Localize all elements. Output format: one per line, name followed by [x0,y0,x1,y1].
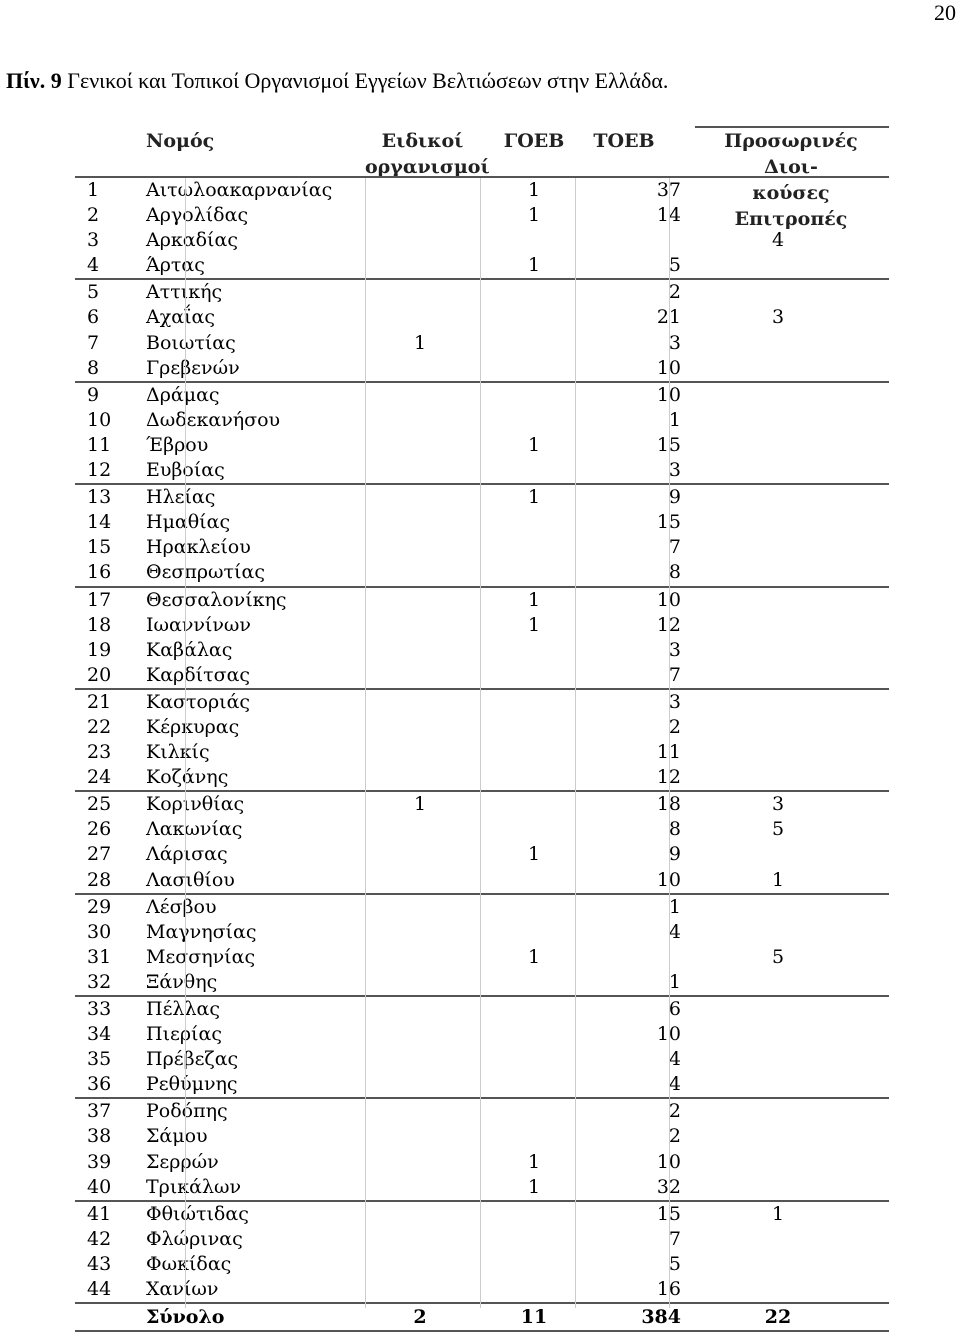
row-number: 24 [87,766,112,789]
row-number: 25 [87,793,112,816]
row-goeb: 1 [527,588,541,611]
row-nomos: Δράμας [146,383,220,406]
row-nomos: Λακωνίας [146,818,243,841]
row-number: 38 [87,1125,112,1148]
table-row [75,740,889,765]
row-nomos: Ηλείας [146,486,216,509]
row-number: 4 [87,254,100,277]
row-pros: 5 [771,818,785,841]
row-nomos: Αιτωλοακαρνανίας [146,179,333,201]
table-row [75,1252,889,1277]
row-number: 21 [87,690,112,713]
row-toeb: 10 [656,1150,681,1173]
table-row [75,228,889,253]
row-nomos: Αττικής [146,281,223,304]
row-number: 18 [87,613,112,636]
row-nomos: Έβρου [146,433,209,456]
table-row [75,868,889,895]
row-number: 27 [87,843,112,866]
row-nomos: Ρεθύμνης [146,1073,238,1096]
table-row [75,1022,889,1047]
row-toeb: 10 [656,356,681,379]
row-number: 13 [87,486,112,509]
row-nomos: Μεσσηνίας [146,945,256,968]
row-toeb: 15 [656,433,681,456]
row-toeb: 3 [668,638,681,661]
row-number: 40 [87,1175,112,1198]
row-nomos: Τρικάλων [146,1175,242,1198]
row-number: 9 [87,383,100,406]
row-nomos: Κοζάνης [146,766,229,789]
table-row [75,535,889,560]
row-goeb: 1 [527,486,541,509]
row-number: 33 [87,998,112,1020]
row-nomos: Ευβοίας [146,459,225,482]
row-nomos: Αχαΐας [146,306,215,329]
row-nomos: Δωδεκανήσου [146,408,281,431]
table-caption [6,68,668,94]
row-toeb: 4 [668,1073,681,1096]
table-row [75,1227,889,1252]
row-toeb: 7 [668,663,681,686]
table-row [75,178,889,203]
row-nomos: Θεσσαλονίκης [146,588,287,611]
row-nomos: Φωκίδας [146,1252,232,1275]
table-row [75,1277,889,1304]
row-nomos: Σερρών [146,1150,219,1173]
row-toeb: 10 [656,588,681,611]
row-nomos: Άρτας [146,254,205,277]
row-number: 37 [87,1100,112,1123]
table-row [75,1202,889,1227]
row-number: 5 [87,281,100,304]
row-toeb: 2 [668,281,681,304]
total-toeb: 384 [641,1306,681,1329]
row-number: 29 [87,895,112,918]
row-nomos: Σάμου [146,1125,208,1148]
row-number: 30 [87,920,112,943]
row-nomos: Καρδίτσας [146,663,251,686]
row-goeb: 1 [527,204,541,227]
row-toeb: 18 [656,793,681,816]
row-goeb: 1 [527,843,541,866]
row-toeb: 7 [668,1227,681,1250]
row-number: 7 [87,331,100,354]
table-row [75,842,889,867]
row-toeb: 9 [668,486,681,509]
row-goeb: 1 [527,254,541,277]
header-goeb: ΓΟΕΒ [503,130,565,152]
page-number: 20 [934,0,956,25]
row-number: 10 [87,408,112,431]
row-toeb: 1 [668,408,681,431]
table-row [75,280,889,305]
row-eidikoi: 1 [413,331,427,354]
row-nomos: Χανίων [146,1278,219,1301]
header-pros-line1: Προσωρινές Διοι- [724,130,858,178]
row-toeb: 15 [656,511,681,534]
table-row [75,485,889,510]
row-toeb: 4 [668,920,681,943]
row-toeb: 1 [668,895,681,918]
row-toeb: 32 [656,1175,681,1198]
header-eidikoi-line1: Ειδικοί [381,130,464,152]
table-row [75,792,889,817]
row-number: 8 [87,356,100,379]
table-row [75,1047,889,1072]
row-toeb: 2 [668,1125,681,1148]
row-goeb: 1 [527,179,541,201]
row-nomos: Αργολίδας [146,204,249,227]
table-row [75,253,889,280]
caption-label: Πίν. 9 [6,68,62,93]
table-row [75,638,889,663]
row-nomos: Λασιθίου [146,868,235,891]
row-number: 14 [87,511,112,534]
row-eidikoi: 1 [413,793,427,816]
row-nomos: Φλώρινας [146,1227,243,1250]
row-nomos: Πέλλας [146,998,220,1020]
table-row [75,383,889,408]
row-nomos: Αρκαδίας [146,229,238,252]
table-row [75,1072,889,1099]
table-row [75,510,889,535]
row-toeb: 3 [668,331,681,354]
row-toeb: 37 [656,179,681,201]
row-number: 28 [87,868,112,891]
row-number: 16 [87,561,112,584]
column-separator [669,178,670,1308]
table-body [75,178,889,1304]
row-nomos: Ροδόπης [146,1100,228,1123]
table-row [75,765,889,792]
table-row [75,560,889,587]
row-toeb: 4 [668,1048,681,1071]
total-pros: 22 [764,1306,792,1329]
row-nomos: Ημαθίας [146,511,231,534]
header-toeb: ΤΟΕΒ [593,130,655,152]
row-pros: 4 [771,229,785,252]
row-toeb: 6 [668,998,681,1020]
row-toeb: 7 [668,536,681,559]
row-toeb: 11 [656,741,681,764]
row-toeb: 1 [668,970,681,993]
row-pros: 1 [771,868,785,891]
table-row [75,997,889,1022]
row-toeb: 15 [656,1202,681,1225]
row-nomos: Κέρκυρας [146,715,240,738]
total-eidikoi: 2 [413,1306,427,1329]
table-row [75,920,889,945]
row-goeb: 1 [527,945,541,968]
row-pros: 3 [771,306,785,329]
table-row [75,356,889,383]
table-row [75,1124,889,1149]
header-eidikoi [365,128,490,180]
row-toeb: 10 [656,1023,681,1046]
row-number: 20 [87,663,112,686]
row-number: 39 [87,1150,112,1173]
header-eidikoi-line2: οργανισμοί [365,156,490,178]
row-number: 6 [87,306,100,329]
row-number: 1 [87,179,100,201]
table-row [75,588,889,613]
row-nomos: Φθιώτιδας [146,1202,249,1225]
table-row [75,1150,889,1175]
row-nomos: Ξάνθης [146,970,218,993]
row-nomos: Λέσβου [146,895,217,918]
row-number: 12 [87,459,112,482]
table-row [75,663,889,690]
caption-text: Γενικοί και Τοπικοί Οργανισμοί Εγγείων Βελτιώσεων στην Ελλάδα. [61,68,669,93]
row-toeb: 12 [656,613,681,636]
row-toeb: 8 [668,561,681,584]
row-goeb: 1 [527,1150,541,1173]
row-nomos: Καστοριάς [146,690,251,713]
row-nomos: Πιερίας [146,1023,222,1046]
row-toeb: 2 [668,1100,681,1123]
table-row [75,690,889,715]
table-row [75,817,889,842]
row-number: 26 [87,818,112,841]
row-toeb: 12 [656,766,681,789]
row-toeb: 8 [668,818,681,841]
table-row [75,1175,889,1202]
row-pros: 5 [771,945,785,968]
row-toeb: 3 [668,690,681,713]
row-toeb: 21 [656,306,681,329]
row-nomos: Θεσπρωτίας [146,561,265,584]
row-toeb: 10 [656,383,681,406]
row-nomos: Πρέβεζας [146,1048,239,1071]
table-row [75,945,889,970]
row-number: 23 [87,741,112,764]
column-separator [575,178,576,1308]
row-nomos: Βοιωτίας [146,331,236,354]
column-separator [365,178,366,1308]
row-number: 42 [87,1227,112,1250]
row-number: 41 [87,1202,112,1225]
row-nomos: Μαγνησίας [146,920,257,943]
row-toeb: 16 [656,1278,681,1301]
total-goeb: 11 [520,1306,548,1329]
row-nomos: Κιλκίς [146,741,210,764]
row-number: 19 [87,638,112,661]
table-row [75,613,889,638]
table-row [75,433,889,458]
row-nomos: Καβάλας [146,638,233,661]
column-separator [480,178,481,1308]
row-number: 3 [87,229,100,252]
row-number: 44 [87,1278,112,1301]
row-toeb: 2 [668,715,681,738]
row-toeb: 5 [668,254,681,277]
row-pros: 1 [771,1202,785,1225]
row-nomos: Γρεβενών [146,356,240,379]
row-number: 34 [87,1023,112,1046]
row-pros: 3 [771,793,785,816]
table-row [75,458,889,485]
table-row [75,331,889,356]
row-number: 2 [87,204,100,227]
row-number: 15 [87,536,112,559]
row-goeb: 1 [527,1175,541,1198]
row-number: 36 [87,1073,112,1096]
row-number: 22 [87,715,112,738]
header-pros-line2: κούσες Επιτροπές [734,182,848,230]
total-row [75,1304,889,1332]
row-nomos: Ηρακλείου [146,536,251,559]
row-nomos: Λάρισας [146,843,228,866]
table-row [75,715,889,740]
row-toeb: 5 [668,1252,681,1275]
row-goeb: 1 [527,433,541,456]
row-toeb: 3 [668,459,681,482]
row-number: 31 [87,945,112,968]
header-nomos: Νομός [146,130,215,152]
total-label: Σύνολο [146,1306,225,1329]
table-row [75,895,889,920]
column-separator [185,178,186,1308]
table-row [75,408,889,433]
row-toeb: 14 [656,204,681,227]
table-row [75,1099,889,1124]
row-nomos: Ιωαννίνων [146,613,251,636]
row-goeb: 1 [527,613,541,636]
row-nomos: Κορινθίας [146,793,245,816]
row-number: 17 [87,588,112,611]
row-toeb: 9 [668,843,681,866]
table-row [75,203,889,228]
row-number: 32 [87,970,112,993]
row-number: 43 [87,1252,112,1275]
row-toeb: 10 [656,868,681,891]
data-table [75,126,889,1332]
row-number: 11 [87,433,112,456]
table-row [75,305,889,330]
table-row [75,970,889,997]
row-number: 35 [87,1048,112,1071]
